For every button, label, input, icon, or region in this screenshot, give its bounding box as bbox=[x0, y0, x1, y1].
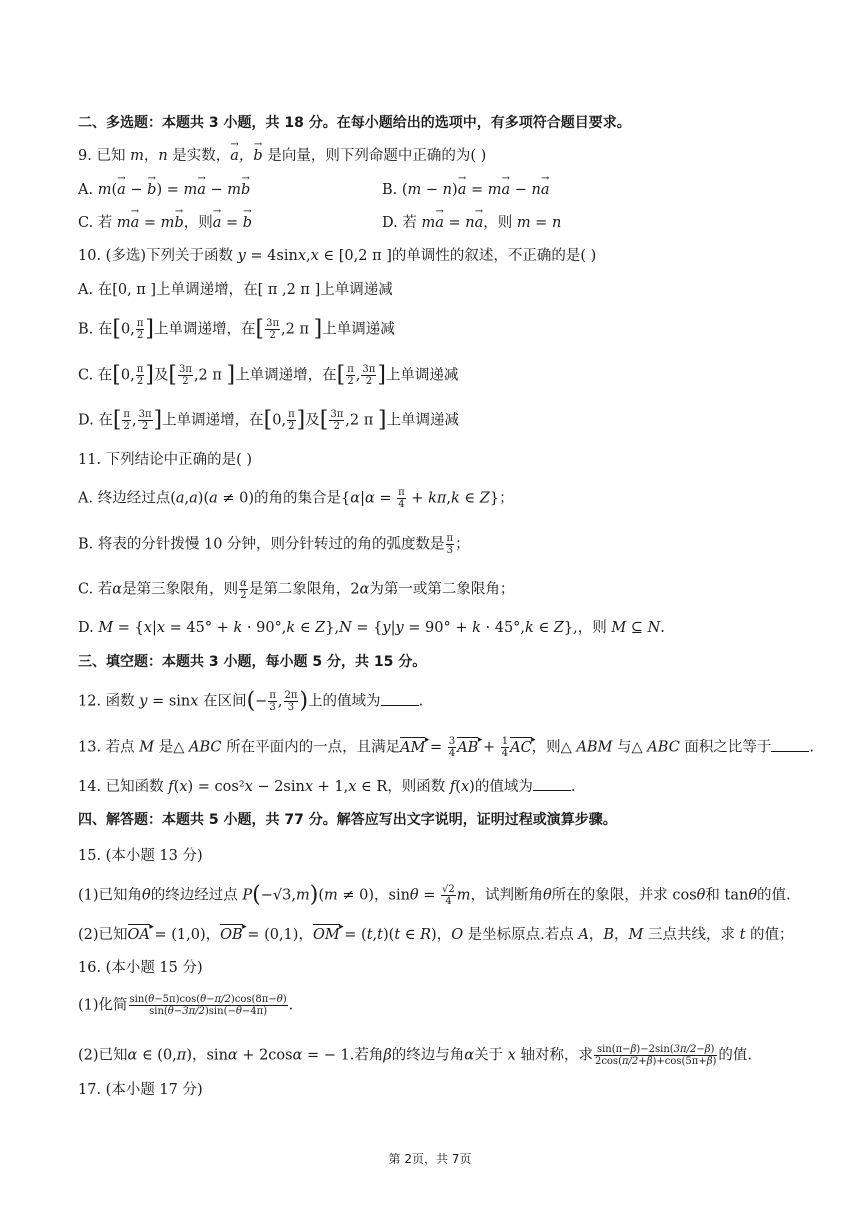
question-11-option-c: C. 若α是第三象限角，则 $\frac{\alpha}{2}$ 是第二象限角，2α为第一或第二象限角； bbox=[78, 578, 515, 601]
section-heading-fill-in: 三、填空题：本题共 3 小题，每小题 5 分，共 15 分。 bbox=[78, 654, 427, 670]
question-14: 14. 已知函数 f(x) = cos²x − 2sinx + 1,x ∈ R，则函数 f(x)的值域为 . bbox=[78, 776, 575, 797]
question-9-option-a: A. m(→ a − → b) = m→ a − m→ b bbox=[78, 180, 250, 200]
question-9-stem: 9. 已知 m，n 是实数，→ a，→ b 是向量，则下列命题中正确的为( ) bbox=[78, 146, 486, 166]
question-15-heading: 15. (本小题 13 分) bbox=[78, 848, 203, 864]
question-15-part-1: (1)已知角θ的终边经过点 P(−√3,m)(m ≠ 0)，sinθ = $\frac{√2}{4}$ m，试判断角θ所在的象限，并求 cosθ和 tanθ的值. bbox=[78, 882, 791, 908]
question-17-heading: 17. (本小题 17 分) bbox=[78, 1082, 203, 1098]
section-heading-multiple-choice: 二、多选题：本题共 3 小题，共 18 分。在每小题给出的选项中，有多项符合题目要求。 bbox=[78, 115, 631, 131]
question-11-option-b: B. 将表的分针拨慢 10 分钟，则分针转过的角的弧度数是 $\frac{\pi}{3}$ ； bbox=[78, 533, 470, 556]
question-10-option-b: B. 在[0, $\frac{\pi}{2}$ ]上单调递增，在[ $\frac{3\pi}{2}$ ,2 π ]上单调递减 bbox=[78, 316, 395, 342]
question-16-heading: 16. (本小题 15 分) bbox=[78, 960, 203, 976]
question-10-stem: 10. (多选)下列关于函数 y = 4sinx,x ∈ [0,2 π ]的单调性的叙述，不正确的是( ) bbox=[78, 248, 597, 264]
question-10-option-c: C. 在[0, $\frac{\pi}{2}$ ]及[ $\frac{3\pi}{2}$ ,2 π ]上单调递增，在[ $\frac{\pi}{2}$ , $\frac{3\pi}{2}$ ]上单调递减 bbox=[78, 362, 459, 388]
question-16-part-1: (1)化简 $\frac{\sin(\theta-5\pi)\cos(\theta-\pi/2)\cos(8\pi-\theta)}{\sin(\theta-3\pi/2)\sin(-\theta-4\pi)}$ . bbox=[78, 994, 294, 1017]
question-13: 13. 若点 M 是△ ABC 所在平面内的一点，且满足AM ▸ = $\frac{3}{4}$ AB ▸ + $\frac{1}{4}$ AC ▸，则△ ABM 与△ ABC 面积之比等于 . bbox=[78, 736, 814, 759]
section-heading-solutions: 四、解答题：本题共 5 小题，共 77 分。解答应写出文字说明，证明过程或演算步骤。 bbox=[78, 812, 617, 828]
question-12: 12. 函数 y = sinx 在区间(− $\frac{\pi}{3}$ , $\frac{2\pi}{3}$ )上的值域为 . bbox=[78, 688, 424, 714]
question-11-option-d: D. M = {x|x = 45° + k · 90°,k ∈ Z},N = {y|y = 90° + k · 45°,k ∈ Z},，则 M ⊆ N. bbox=[78, 620, 665, 636]
question-9-option-b: B. (m − n)→ a = m→ a − n→ a bbox=[382, 180, 550, 200]
question-9-option-c: C. 若 m→ a = m→ b，则→ a = → b bbox=[78, 213, 252, 233]
question-9-option-d: D. 若 m→ a = n→ a，则 m = n bbox=[382, 213, 561, 233]
question-10-option-d: D. 在[ $\frac{\pi}{2}$ , $\frac{3\pi}{2}$ ]上单调递增，在[0, $\frac{\pi}{2}$ ]及[ $\frac{3\pi}{2}$ ,2 π ]上单调递减 bbox=[78, 407, 459, 433]
question-16-part-2: (2)已知α ∈ (0,π)，sinα + 2cosα = − 1.若角β的终边与角α关于 x 轴对称，求 $\frac{\sin(\pi-\beta)-2\sin(3\pi/2-\beta)}{2\cos(\pi/2+\beta)+\cos(5\pi+\beta)}$ 的值. bbox=[78, 1044, 753, 1067]
question-15-part-2: (2)已知OA ▸ = (1,0)，OB ▸ = (0,1)，OM ▸ = (t,t)(t ∈ R)，O 是坐标原点.若点 A，B，M 三点共线，求 t 的值； bbox=[78, 924, 794, 945]
question-10-option-a: A. 在[0, π ]上单调递增，在[ π ,2 π ]上单调递减 bbox=[78, 282, 393, 298]
question-11-option-a: A. 终边经过点(a,a)(a ≠ 0)的角的集合是{α|α = $\frac{\pi}{4}$ + kπ,k ∈ Z}； bbox=[78, 487, 514, 510]
page-footer: 第 2页，共 7页 bbox=[388, 1152, 472, 1166]
question-11-stem: 11. 下列结论中正确的是( ) bbox=[78, 452, 253, 468]
